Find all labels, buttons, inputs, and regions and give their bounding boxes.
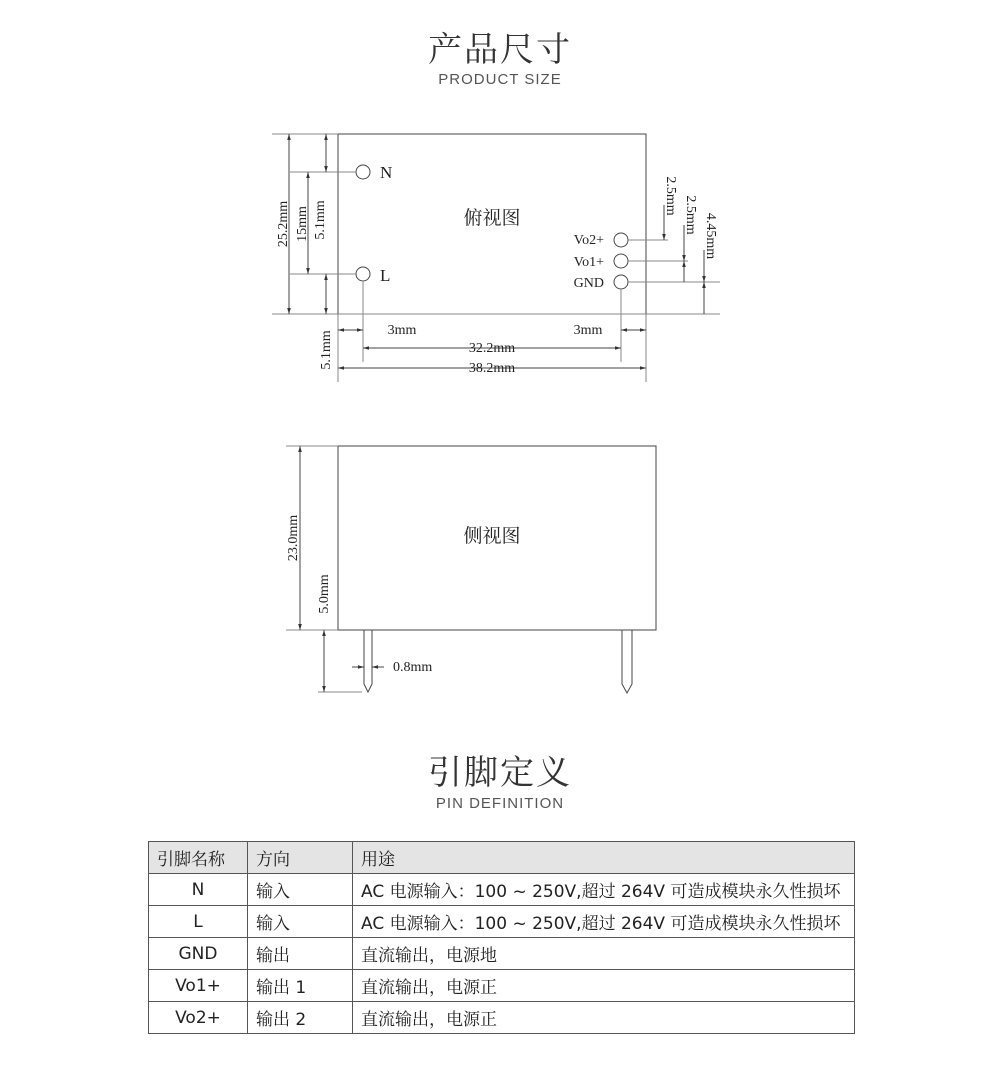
side-view-label: 侧视图: [463, 526, 521, 547]
cell-direction: 输出 2: [248, 1002, 353, 1034]
product-size-subtitle: PRODUCT SIZE: [438, 71, 562, 88]
top-view-label: 俯视图: [463, 208, 521, 229]
table-row: [149, 874, 855, 906]
table-row: [149, 970, 855, 1002]
cell-usage: AC 电源输入：100 ~ 250V,超过 264V 可造成模块永久性损坏: [353, 906, 855, 938]
dim-pin-length: 5.0mm: [317, 574, 332, 614]
cell-pin: Vo1+: [149, 970, 248, 1002]
table-header-row: [149, 842, 855, 874]
pin-vo2-circle: [614, 233, 628, 247]
side-pin-right: [622, 630, 632, 693]
cell-usage: 直流输出，电源正: [353, 1002, 855, 1034]
pin-definition-subtitle: PIN DEFINITION: [435, 795, 565, 812]
cell-pin: N: [149, 874, 248, 906]
dim-pin-spacing-nl: 15mm: [295, 206, 310, 242]
dim-top-offset: 5.1mm: [313, 200, 328, 240]
cell-usage: 直流输出，电源地: [353, 938, 855, 970]
cell-pin: GND: [149, 938, 248, 970]
dim-pin-width: 0.8mm: [393, 660, 433, 675]
table-row: [149, 1002, 855, 1034]
pin-l-circle: [356, 267, 370, 281]
dim-bottom-offset: 5.1mm: [319, 330, 334, 370]
dim-right-3: 3mm: [573, 323, 603, 338]
dim-width-total: 38.2mm: [468, 361, 516, 376]
dim-gnd-offset: 4.45mm: [703, 212, 718, 260]
table-row: [149, 938, 855, 970]
side-view: [286, 446, 656, 693]
pin-definition-table: [148, 841, 855, 1034]
cell-pin: Vo2+: [149, 1002, 248, 1034]
dim-vo1-offset: 2.5mm: [683, 195, 698, 235]
dim-height-total: 25.2mm: [276, 200, 291, 248]
cell-direction: 输出 1: [248, 970, 353, 1002]
pin-vo2-label: Vo2+: [573, 233, 604, 248]
cell-direction: 输出: [248, 938, 353, 970]
dim-pin-span: 32.2mm: [468, 341, 516, 356]
product-size-title: 产品尺寸: [428, 30, 572, 70]
dim-left-3: 3mm: [387, 323, 417, 338]
cell-usage: 直流输出，电源正: [353, 970, 855, 1002]
pin-n-label: N: [380, 163, 393, 182]
side-pin-left: [364, 630, 372, 692]
cell-usage: AC 电源输入：100 ~ 250V,超过 264V 可造成模块永久性损坏: [353, 874, 855, 906]
pin-gnd-circle: [614, 275, 628, 289]
pin-vo1-circle: [614, 254, 628, 268]
pin-definition-title: 引脚定义: [428, 753, 572, 793]
header-usage: 用途: [353, 842, 855, 874]
pin-l-label: L: [380, 266, 391, 285]
cell-direction: 输入: [248, 906, 353, 938]
header-direction: 方向: [248, 842, 353, 874]
dim-vo2-offset: 2.5mm: [663, 176, 678, 216]
pin-n-circle: [356, 165, 370, 179]
pin-gnd-label: GND: [573, 276, 604, 291]
dim-side-height: 23.0mm: [286, 514, 301, 562]
cell-direction: 输入: [248, 874, 353, 906]
table-row: [149, 906, 855, 938]
cell-pin: L: [149, 906, 248, 938]
header-pin-name: 引脚名称: [149, 842, 248, 874]
pin-vo1-label: Vo1+: [573, 255, 604, 270]
